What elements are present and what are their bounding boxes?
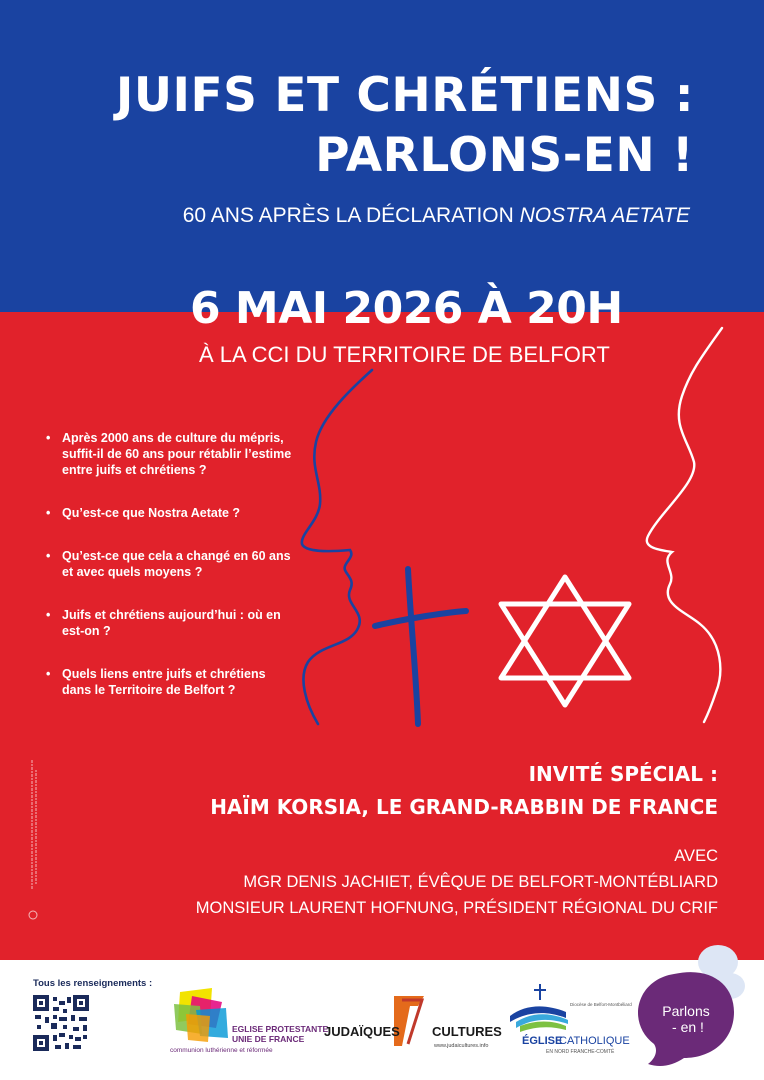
info-label: Tous les renseignements : (33, 978, 153, 989)
speaker-item: MONSIEUR LAURENT HOFNUNG, PRÉSIDENT RÉGIONAL DU CRIF (195, 899, 718, 917)
star-of-david-icon (501, 577, 629, 705)
list-item: • Qu’est-ce que cela a changé en 60 ans et avec quels moyens ? (46, 548, 296, 580)
ec-region: EN NORD FRANCHE-COMTÉ (546, 1049, 615, 1055)
guest-name: HAÏM KORSIA, LE GRAND-RABBIN DE FRANCE (210, 795, 718, 819)
epudf-line-1: EGLISE PROTESTANTE (232, 1024, 329, 1034)
page-title (0, 66, 694, 186)
speakers (98, 843, 718, 921)
speakers-intro: AVEC (674, 847, 718, 865)
ec-name-b: CATHOLIQUE (559, 1035, 630, 1047)
parlons-en-bubble (630, 940, 760, 1070)
title-line-1: JUIFS ET CHRÉTIENS : (115, 68, 694, 123)
logo-judaiques-cultures[interactable] (322, 992, 502, 1052)
bubble-line-1: Parlons (662, 1003, 710, 1019)
ec-name-a: ÉGLISE (522, 1035, 563, 1047)
special-guest (98, 758, 718, 824)
title-line-2: PARLONS-EN ! (315, 128, 694, 183)
subtitle-prefix: 60 ANS APRÈS LA DÉCLARATION (182, 204, 514, 227)
subtitle (10, 204, 690, 228)
jc-right-text: CULTURES (432, 1024, 502, 1039)
face-profile-right-icon (647, 328, 722, 722)
list-item: • Quels liens entre juifs et chrétiens dans le Territoire de Belfort ? (46, 666, 296, 698)
list-item: • Après 2000 ans de culture du mépris, suffit-il de 60 ans pour rétablir l’estime entre juifs et chrétiens ? (46, 430, 296, 478)
epudf-emblem (170, 984, 329, 1054)
qr-code-icon[interactable] (33, 995, 89, 1051)
jc-emblem (322, 992, 502, 1052)
bubble-line-2: - en ! (672, 1019, 704, 1035)
jc-left-text: JUDAÏQUES (324, 1024, 400, 1039)
ec-diocese: Diocèse de Belfort-Montbéliard (570, 1002, 632, 1007)
epudf-line-2: UNIE DE FRANCE (232, 1034, 305, 1044)
epudf-line-3: communion luthérienne et réformée (170, 1047, 273, 1054)
face-profile-left-icon (302, 370, 372, 724)
vertical-legal-text (15, 760, 39, 920)
logo-epudf[interactable] (170, 984, 329, 1054)
questions-list (46, 430, 296, 725)
list-item: • Qu’est-ce que Nostra Aetate ? (46, 505, 296, 521)
subtitle-italic: NOSTRA AETATE (519, 204, 690, 227)
event-venue: À LA CCI DU TERRITOIRE DE BELFORT (199, 342, 610, 367)
list-item: • Juifs et chrétiens aujourd’hui : où en est-on ? (46, 607, 296, 639)
cross-icon (375, 569, 466, 724)
event-date: 6 MAI 2026 À 20H (190, 283, 623, 334)
ec-emblem (506, 982, 632, 1062)
logo-eglise-catholique[interactable] (506, 982, 632, 1062)
speaker-item: MGR DENIS JACHIET, ÉVÊQUE DE BELFORT-MONTÉBLIARD (243, 873, 718, 891)
guest-label: INVITÉ SPÉCIAL : (528, 762, 718, 786)
jc-url: www.judaicultures.info (434, 1043, 489, 1049)
